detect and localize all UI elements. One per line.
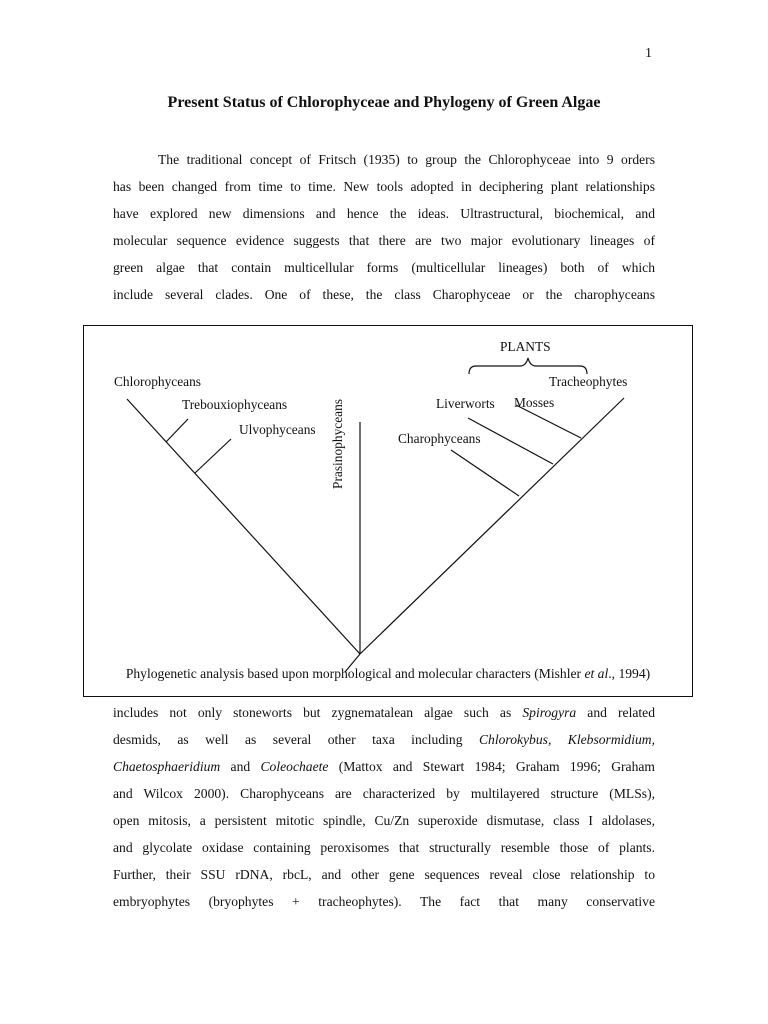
genus-name: Spirogyra — [522, 705, 577, 720]
label-trebouxiophyceans: Trebouxiophyceans — [182, 397, 288, 412]
page-number: 1 — [645, 46, 652, 61]
text-run: (Mattox and Stewart 1984; Graham 1996; Graham — [328, 759, 655, 774]
text-run: desmids, as well as several other taxa including — [113, 732, 479, 747]
tree-branch-ulvophyceans — [195, 439, 231, 473]
paragraph-1-line: include several clades. One of these, the class Charophyceae or the charophyceans — [113, 287, 655, 302]
paragraph-1-line: green algae that contain multicellular forms (multicellular lineages) both of which — [113, 260, 655, 275]
paragraph-1-line: The traditional concept of Fritsch (1935) to group the Chlorophyceae into 9 orders — [158, 152, 655, 167]
page-title: Present Status of Chlorophyceae and Phylogeny of Green Algae — [167, 94, 601, 111]
caption-suffix: ., 1994) — [608, 666, 651, 681]
text-run: and related — [576, 705, 655, 720]
paragraph-2-line: and glycolate oxidase containing peroxisomes that structurally resemble those of plants. — [113, 840, 655, 855]
genus-name: Chlorokybus, Klebsormidium, — [478, 732, 656, 747]
tree-branch-trebouxiophyceans — [166, 419, 188, 442]
text-run: includes not only stoneworts but zygnematalean algae such as — [113, 705, 523, 720]
plants-brace — [469, 358, 587, 374]
paragraph-2-line — [113, 699, 655, 726]
figure-caption — [84, 666, 692, 682]
paragraph-1-line: have explored new dimensions and hence the ideas. Ultrastructural, biochemical, and — [113, 206, 655, 221]
label-plants: PLANTS — [500, 339, 551, 354]
paragraph-2-line — [113, 726, 655, 753]
label-liverworts: Liverworts — [436, 396, 495, 411]
paragraph-1-line: has been changed from time to time. New tools adopted in deciphering plant relationships — [113, 179, 655, 194]
caption-prefix: Phylogenetic analysis based upon morphological and molecular characters (Mishler — [125, 666, 585, 681]
label-mosses: Mosses — [514, 395, 555, 410]
text-run: and — [220, 759, 261, 774]
label-tracheophytes: Tracheophytes — [549, 374, 628, 389]
paragraph-2-line: embryophytes (bryophytes + tracheophytes). The fact that many conservative — [113, 894, 655, 909]
tree-branch-liverworts — [468, 418, 553, 464]
label-charophyceans: Charophyceans — [398, 431, 481, 446]
paragraph-2-line — [113, 753, 655, 780]
label-prasinophyceans: Prasinophyceans — [330, 399, 345, 489]
genus-name: Chaetosphaeridium — [113, 759, 221, 774]
paragraph-2-line: Further, their SSU rDNA, rbcL, and other gene sequences reveal close relationship to — [113, 867, 655, 882]
phylogeny-figure — [83, 325, 693, 697]
paragraph-2-line: and Wilcox 2000). Charophyceans are characterized by multilayered structure (MLSs), — [113, 786, 655, 801]
paragraph-1-line: molecular sequence evidence suggests that there are two major evolutionary lineages of — [113, 233, 655, 248]
label-ulvophyceans: Ulvophyceans — [239, 422, 316, 437]
genus-name: Coleochaete — [260, 759, 329, 774]
paragraph-2-line: open mitosis, a persistent mitotic spindle, Cu/Zn superoxide dismutase, class I aldolases, — [113, 813, 655, 828]
paragraph-1 — [113, 146, 655, 308]
tree-branch-charophyceans — [451, 450, 519, 496]
paragraph-2 — [113, 699, 655, 915]
caption-et-al: et al — [584, 666, 609, 681]
label-chlorophyceans: Chlorophyceans — [114, 374, 202, 389]
